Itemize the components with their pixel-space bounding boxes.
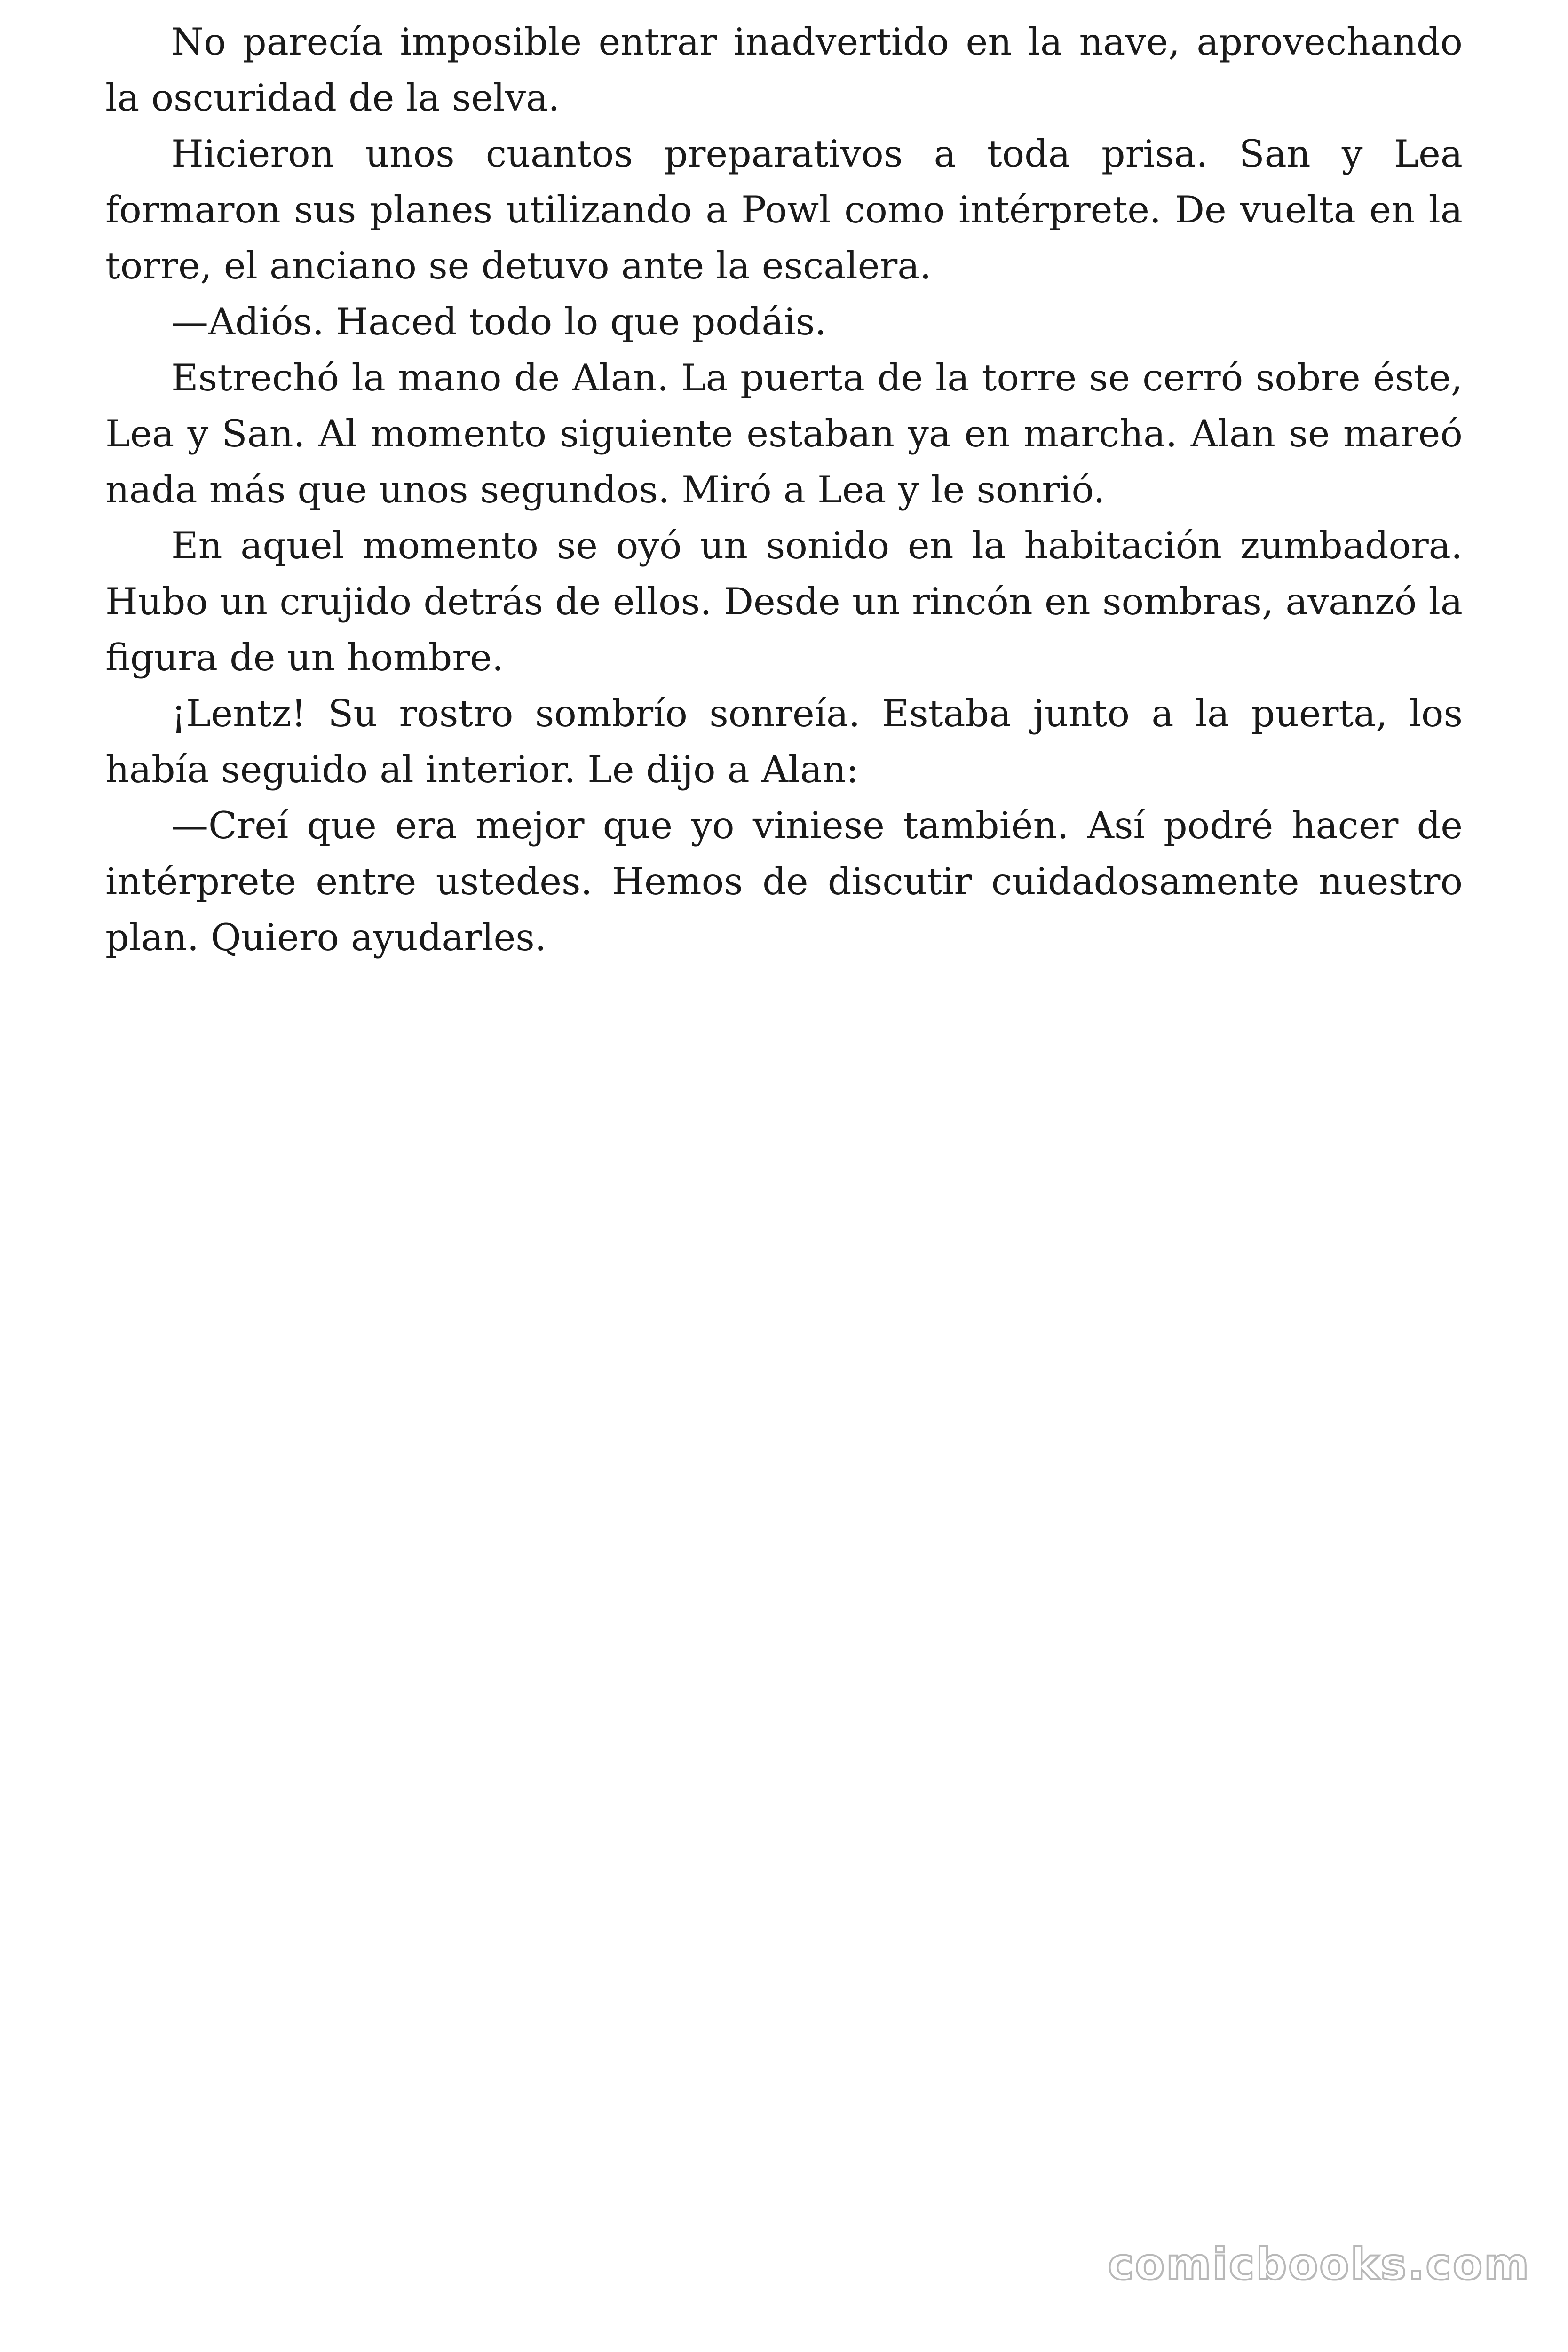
paragraph: ¡Lentz! Su rostro sombrío sonreía. Estaba junto a la puerta, los había seguido al interior. Le dijo a Alan:	[105, 692, 1463, 791]
paragraph: Estrechó la mano de Alan. La puerta de la torre se cerró sobre éste, Lea y San. Al momento siguiente estaban ya en marcha. Alan se mareó nada más que unos segundos. Miró a Lea y le sonrió.	[105, 356, 1463, 511]
paragraph: Hicieron unos cuantos preparativos a toda prisa. San y Lea formaron sus planes utilizando a Powl como intérprete. De vuelta en la torre, el anciano se detuvo ante la escalera.	[105, 132, 1463, 287]
page-body	[105, 14, 1463, 966]
paragraph: —Creí que era mejor que yo viniese también. Así podré hacer de intérprete entre ustedes. Hemos de discutir cuidadosamente nuestro plan. Quiero ayudarles.	[105, 804, 1463, 959]
paragraph: —Adiós. Haced todo lo que podáis.	[171, 300, 827, 343]
paragraph: En aquel momento se oyó un sonido en la habitación zumbadora. Hubo un crujido detrás de ellos. Desde un rincón en sombras, avanzó la figura de un hombre.	[105, 524, 1463, 679]
watermark: comicbooks.com	[1108, 2239, 1530, 2289]
paragraph: No parecía imposible entrar inadvertido en la nave, aprovechando la oscuridad de la selva.	[105, 20, 1463, 119]
